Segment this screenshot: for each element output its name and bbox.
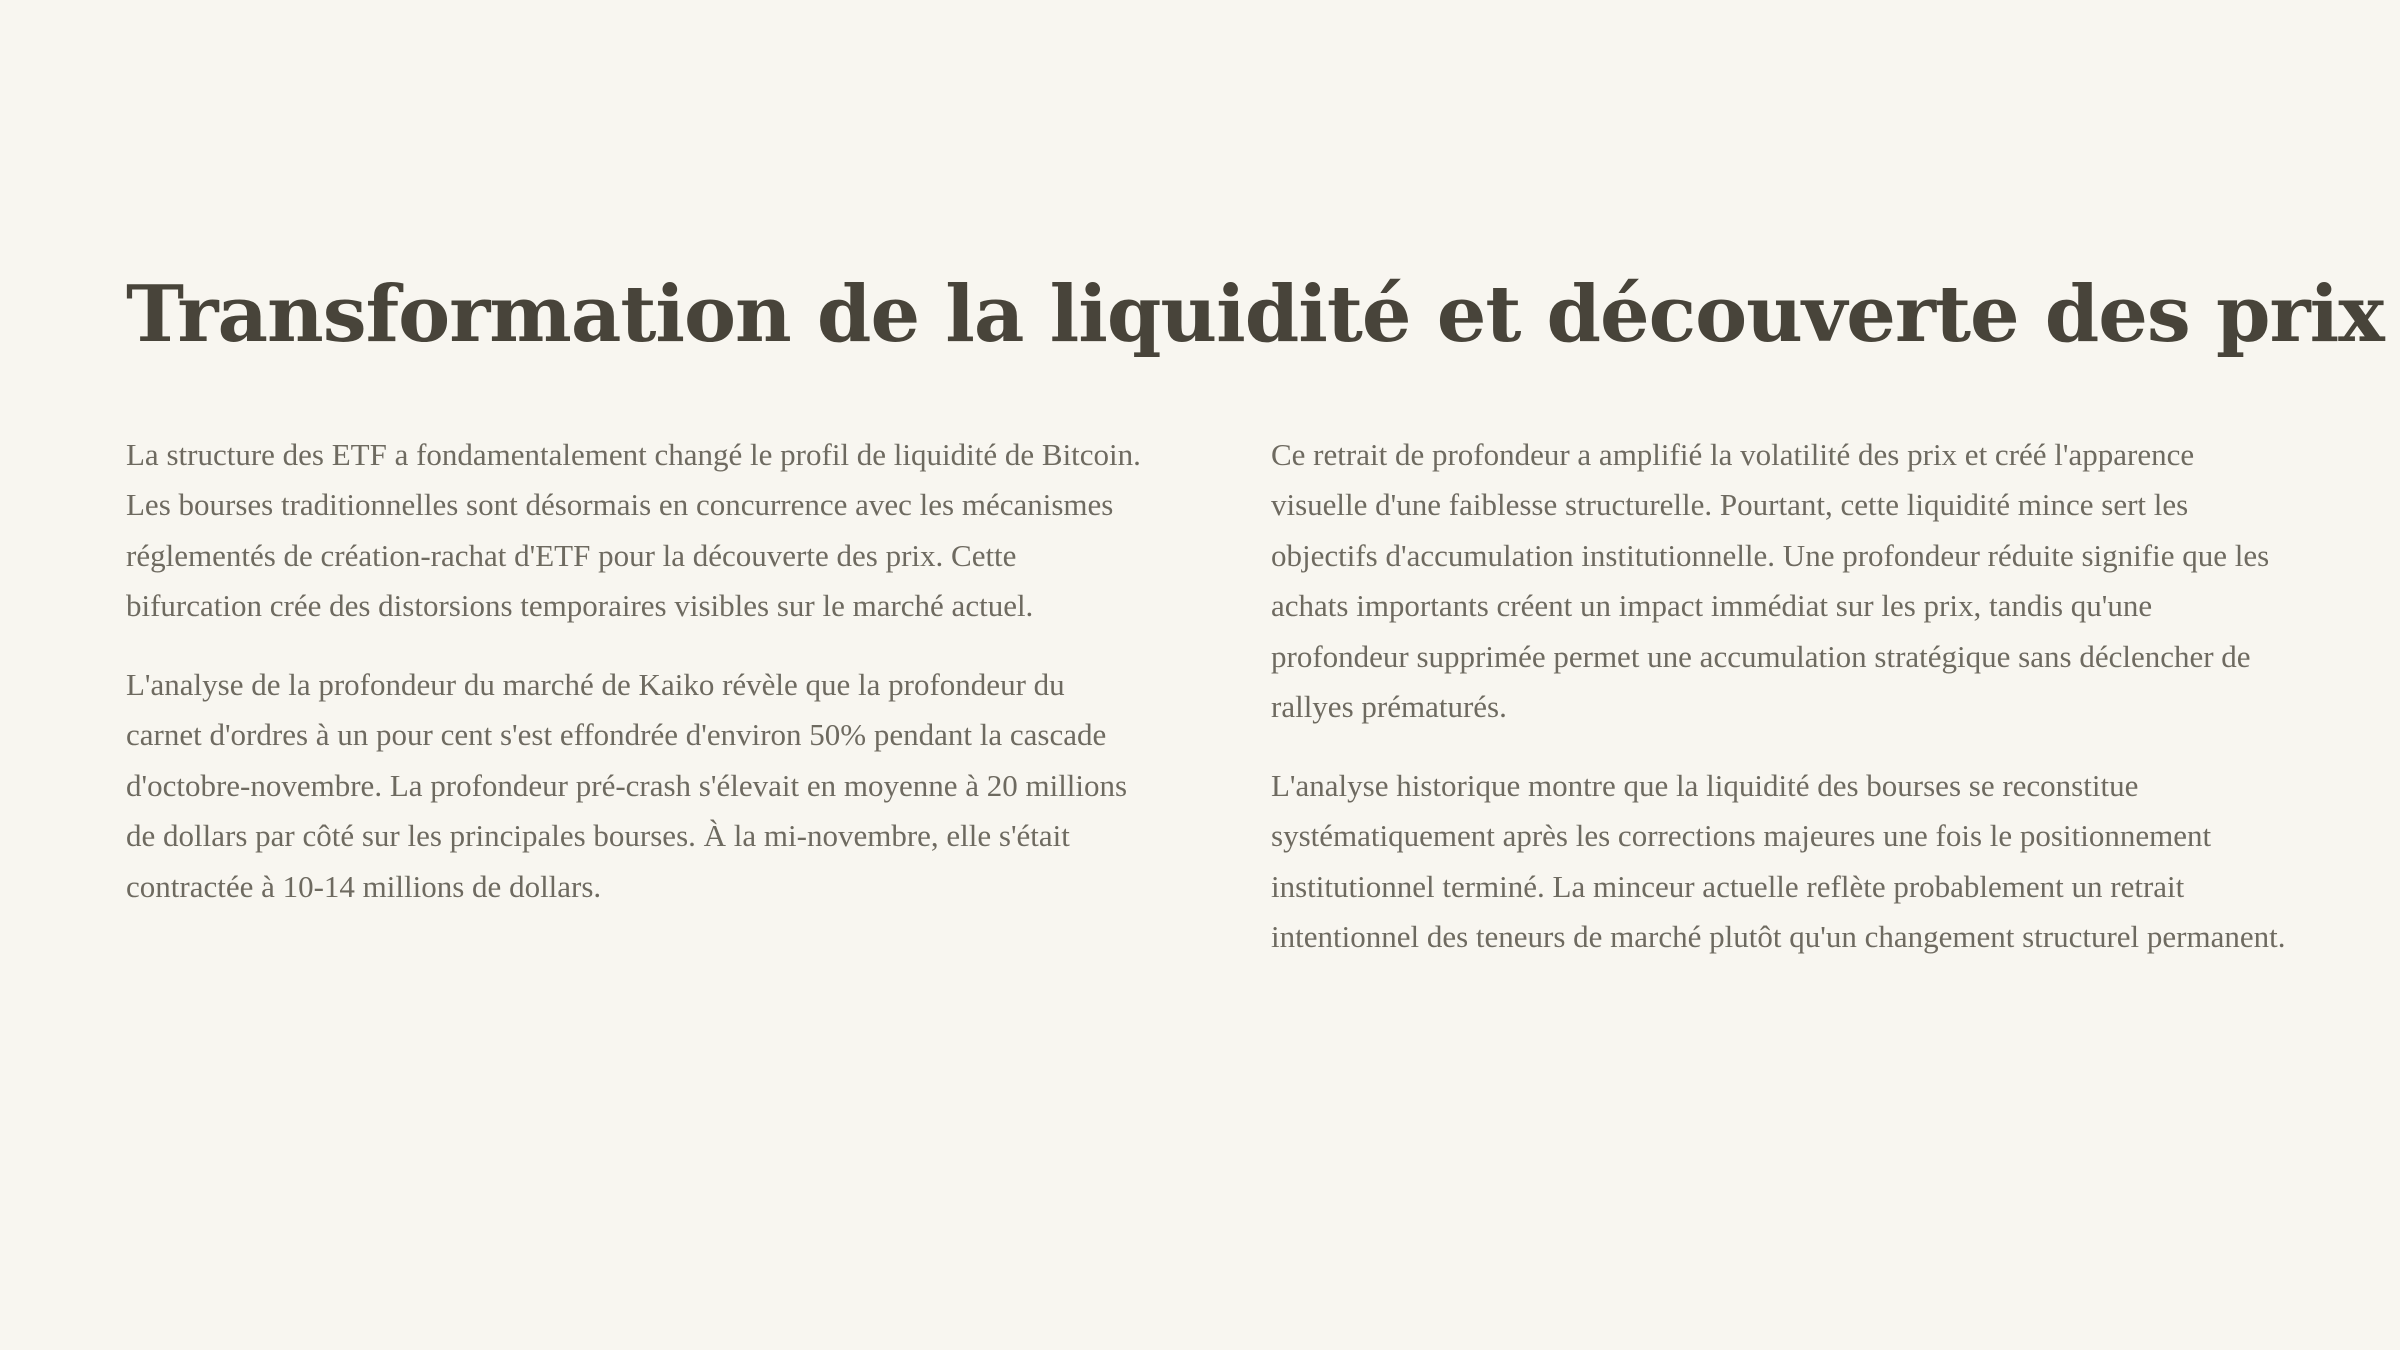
right-column <box>1271 430 2286 991</box>
left-column <box>126 430 1141 991</box>
right-paragraph-1: Ce retrait de profondeur a amplifié la volatilité des prix et créé l'apparence visuelle d'une faiblesse structurelle. Pourtant, cette liquidité mince sert les objectifs d'accumulation institutionnelle. Une profondeur réduite signifie que les achats importants créent un impact immédiat sur les prix, tandis qu'une profondeur supprimée permet une accumulation stratégique sans déclencher de rallyes prématurés. <box>1271 436 2270 725</box>
text-columns <box>126 430 2286 991</box>
left-paragraph-2: L'analyse de la profondeur du marché de Kaiko révèle que la profondeur du carnet d'ordres à un pour cent s'est effondrée d'environ 50% pendant la cascade d'octobre-novembre. La profondeur pré-crash s'élevait en moyenne à 20 millions de dollars par côté sur les principales bourses. À la mi-novembre, elle s'était contractée à 10-14 millions de dollars. <box>126 666 1128 904</box>
left-paragraph-1: La structure des ETF a fondamentalement changé le profil de liquidité de Bitcoin. Les bourses traditionnelles sont désormais en concurrence avec les mécanismes réglementés de création-rachat d'ETF pour la découverte des prix. Cette bifurcation crée des distorsions temporaires visibles sur le marché actuel. <box>126 436 1141 624</box>
slide <box>126 269 2384 991</box>
right-paragraph-2: L'analyse historique montre que la liquidité des bourses se reconstitue systématiquement après les corrections majeures une fois le positionnement institutionnel terminé. La minceur actuelle reflète probablement un retrait intentionnel des teneurs de marché plutôt qu'un changement structurel permanent. <box>1271 767 2286 955</box>
page-title: Transformation de la liquidité et découverte des prix <box>126 269 2384 360</box>
